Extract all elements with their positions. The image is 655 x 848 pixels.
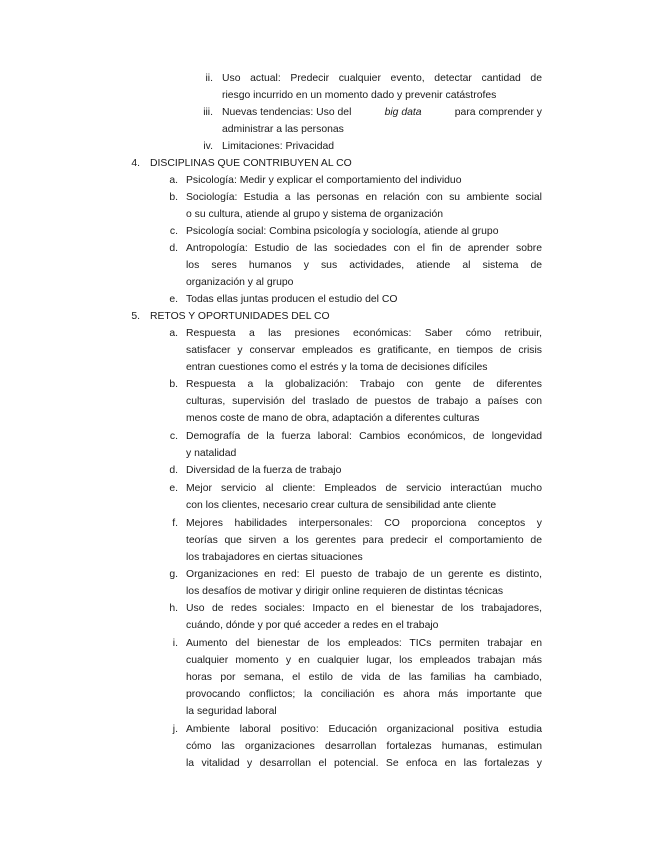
list-marker: g.: [169, 569, 178, 580]
list-item-line: provocando conflictos; la conciliación es ahora más importante que: [186, 689, 542, 700]
list-marker: j.: [172, 724, 178, 735]
list-item-line: Demografía de la fuerza laboral: Cambios económicos, de longevidad: [186, 431, 542, 442]
list-marker: d.: [169, 243, 178, 254]
list-marker: c.: [169, 431, 178, 442]
list-item-line: Aumento del bienestar de los empleados: TICs permiten trabajar en: [186, 638, 542, 649]
list-item-line: Antropología: Estudio de las sociedades con el fin de aprender sobre: [186, 243, 542, 254]
list-item-line: horas por semana, el estilo de vida de las familias ha cambiado,: [186, 672, 542, 683]
list-item-line: Mejores habilidades interpersonales: CO proporciona conceptos y: [186, 518, 542, 529]
list-marker: iv.: [203, 141, 213, 152]
list-item-line: la vitalidad y desarrollan el potencial. Se enfoca en las fortalezas y: [186, 758, 542, 769]
list-marker: i.: [172, 638, 178, 649]
list-item-line: teorías que sirven a los gerentes para predecir el comportamiento de: [186, 535, 542, 546]
list-marker: iii.: [203, 107, 213, 118]
list-item-line: cuándo, dónde y por qué acceder a redes en el trabajo: [186, 620, 439, 631]
list-item-line: Todas ellas juntas producen el estudio del CO: [186, 294, 398, 305]
list-item-line: Respuesta a la globalización: Trabajo con gente de diferentes: [186, 379, 542, 390]
emphasis-text: big data: [384, 107, 422, 118]
list-marker: e.: [169, 294, 178, 305]
list-item-line: Psicología social: Combina psicología y sociología, atiende al grupo: [186, 226, 499, 237]
list-item-line: [222, 104, 542, 121]
list-item-line: administrar a las personas: [222, 124, 344, 135]
section-number: 5.: [131, 311, 140, 322]
list-marker: a.: [169, 175, 178, 186]
list-item-line: culturas, supervisión del traslado de puestos de trabajo a países con: [186, 396, 542, 407]
list-marker: e.: [169, 483, 178, 494]
list-marker: b.: [169, 379, 178, 390]
list-item-line: Organizaciones en red: El puesto de trabajo de un gerente es distinto,: [186, 569, 542, 580]
list-item-line: satisfacer y conservar empleados es gratificante, en tiempos de crisis: [186, 345, 542, 356]
section-number: 4.: [131, 158, 140, 169]
list-item-line: Uso de redes sociales: Impacto en el bienestar de los trabajadores,: [186, 603, 542, 614]
list-item-line: Uso actual: Predecir cualquier evento, detectar cantidad de: [222, 73, 542, 84]
section-heading: RETOS Y OPORTUNIDADES DEL CO: [150, 311, 330, 322]
list-item-line: cualquier momento y en cualquier lugar, los empleados trabajan más: [186, 655, 542, 666]
list-item-line: o su cultura, atiende al grupo y sistema de organización: [186, 209, 444, 220]
section-heading: DISCIPLINAS QUE CONTRIBUYEN AL CO: [150, 158, 352, 169]
text-fragment: Nuevas tendencias: Uso del: [222, 107, 355, 118]
list-item-line: Limitaciones: Privacidad: [222, 141, 335, 152]
list-item-line: Psicología: Medir y explicar el comportamiento del individuo: [186, 175, 462, 186]
text-fragment: para comprender y: [451, 107, 542, 118]
list-item-line: menos coste de mano de obra, adaptación a diferentes culturas: [186, 413, 480, 424]
list-item-line: entran cuestiones como el estrés y la toma de decisiones difíciles: [186, 362, 488, 373]
list-marker: f.: [172, 518, 178, 529]
list-item-line: Respuesta a las presiones económicas: Saber cómo retribuir,: [186, 328, 542, 339]
list-item-line: con los clientes, necesario crear cultura de sensibilidad ante cliente: [186, 500, 497, 511]
list-item-line: riesgo incurrido en un momento dado y prevenir catástrofes: [222, 90, 497, 101]
list-marker: a.: [169, 328, 178, 339]
list-marker: ii.: [205, 73, 213, 84]
list-item-line: los desafíos de motivar y dirigir online requieren de distintas técnicas: [186, 586, 504, 597]
list-item-line: los seres humanos y sus actividades, atiende al sistema de: [186, 260, 542, 271]
list-marker: b.: [169, 192, 178, 203]
list-item-line: Diversidad de la fuerza de trabajo: [186, 465, 342, 476]
list-item-line: la seguridad laboral: [186, 706, 277, 717]
list-marker: h.: [169, 603, 178, 614]
list-item-line: Sociología: Estudia a las personas en relación con su ambiente social: [186, 192, 542, 203]
list-item-line: los trabajadores en ciertas situaciones: [186, 552, 363, 563]
list-marker: d.: [169, 465, 178, 476]
list-item-line: cómo las organizaciones desarrollan fortalezas humanas, estimulan: [186, 741, 542, 752]
list-marker: c.: [169, 226, 178, 237]
list-item-line: Mejor servicio al cliente: Empleados de servicio interactúan mucho: [186, 483, 542, 494]
list-item-line: y natalidad: [186, 448, 237, 459]
list-item-line: Ambiente laboral positivo: Educación organizacional positiva estudia: [186, 724, 542, 735]
list-item-line: organización y al grupo: [186, 277, 294, 288]
